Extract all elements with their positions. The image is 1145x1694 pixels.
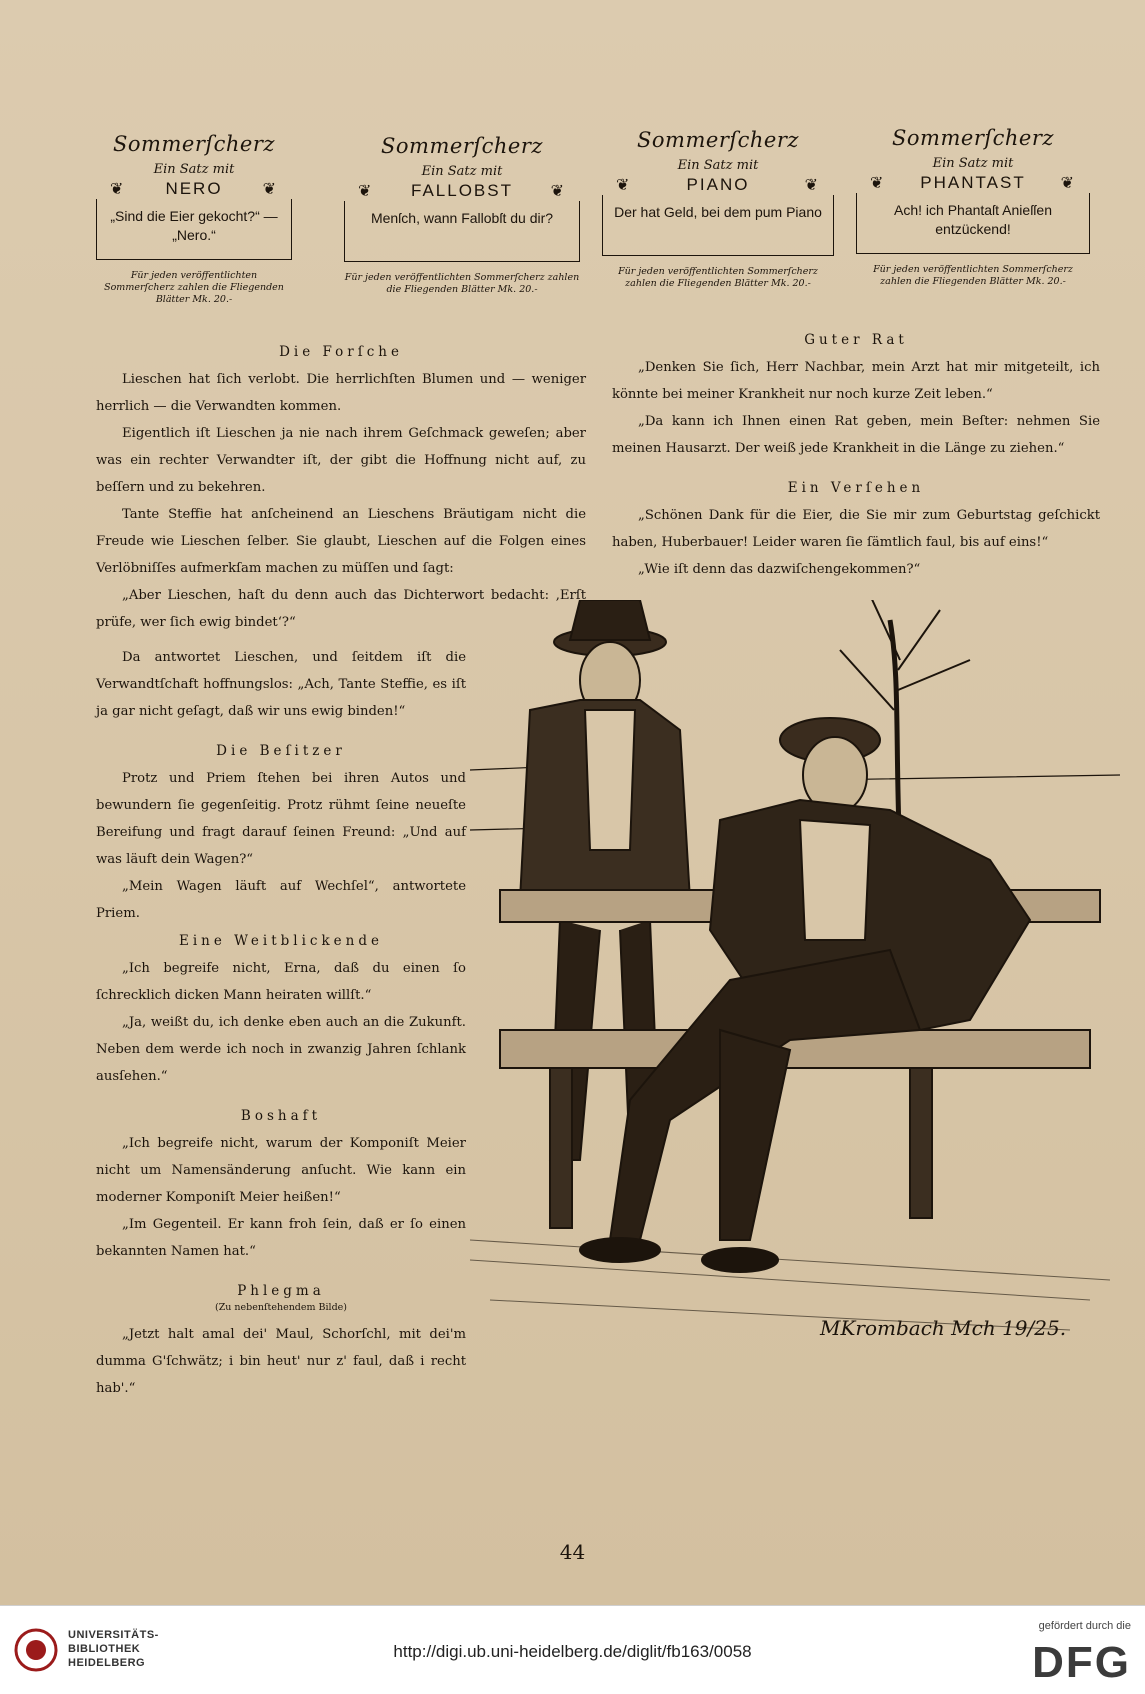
fleuron-icon: ❦	[1060, 175, 1076, 192]
paragraph: „Mein Wagen läuft auf Wechſel“, antwortete Priem.	[96, 879, 466, 921]
fleuron-icon: ❦	[870, 175, 886, 192]
paragraph: Lieschen hat ſich verlobt. Die herrlichſten Blumen und — weniger herrlich — die Verwandten kommen.	[96, 372, 586, 414]
heading-eine-weitblickende: Eine Weitblickende	[179, 933, 383, 949]
paragraph: Da antwortet Lieschen, und ſeitdem iſt die Verwandtſchaft hoffnungslos: „Ach, Tante Steffie, es iſt ja gar nicht geſagt, daß wir uns ewig binden!“	[96, 650, 466, 719]
paragraph: „Ich begreife nicht, warum der Komponiſt Meier nicht um Namensänderung anſucht. Wie kann ein moderner Komponiſt Meier heißen!“	[96, 1136, 466, 1205]
scherz-title: Sommerſcherz	[381, 134, 543, 158]
paragraph: „Denken Sie ſich, Herr Nachbar, mein Arzt hat mir mitgeteilt, ich könnte bei meiner Krankheit nur noch kurze Zeit leben.“	[612, 360, 1100, 402]
paragraph: „Aber Lieschen, haſt du denn auch das Dichterwort bedacht: ‚Erſt prüfe, wer ſich ewig bindet‘?“	[96, 588, 586, 630]
paragraph: Protz und Priem ſtehen bei ihren Autos und bewundern ſie gegenſeitig. Protz rühmt ſeine neueſte Bereifung und fragt darauf ſeinen Freund: „Und auf was läuft dein Wagen?“	[96, 771, 466, 867]
heading-die-forsche: Die Forſche	[279, 344, 403, 360]
left-column	[96, 338, 586, 636]
scherz-word: FALLOBST	[411, 181, 513, 200]
right-column	[612, 326, 1100, 583]
paragraph: Tante Steffie hat anſcheinend an Lieschens Bräutigam nicht die Freude wie Lieschen ſelber. Sie glaubt, Lieschen auf die Folgen eines Verlöbniſſes aufmerkſam machen zu müſſen und ſagt:	[96, 507, 586, 576]
scherz-box: „Sind die Eier gekocht?“ — „Nero.“	[96, 199, 292, 260]
scherz-prize: Für jeden veröffentlichten Sommerſcherz zahlen die Fliegenden Blätter Mk. 20.-	[104, 270, 284, 305]
fleuron-icon: ❦	[262, 181, 278, 198]
paragraph: „Ich begreife nicht, Erna, daß du einen ſo ſchrecklich dicken Mann heiraten willſt.“	[96, 961, 466, 1003]
paragraph: „Ja, weißt du, ich denke eben auch an die Zukunft. Neben dem werde ich noch in zwanzig Jahren ſchlank ausſehen.“	[96, 1015, 466, 1084]
left-column-narrow	[96, 644, 466, 1402]
paragraph: „Im Gegenteil. Er kann froh ſein, daß er ſo einen bekannten Namen hat.“	[96, 1217, 466, 1259]
scherz-box: Ach! ich Phantaſt Anieſſen entzückend!	[856, 193, 1090, 254]
page-number: 44	[559, 1540, 586, 1564]
scherz-word: PIANO	[686, 175, 750, 194]
paragraph: „Schönen Dank für die Eier, die Sie mir zum Geburtstag geſchickt haben, Huberbauer! Leider waren ſie ſämtlich faul, bis auf eins!“	[612, 508, 1100, 550]
dfg-logo: DFG	[1032, 1638, 1131, 1687]
sommerscherz-nero	[96, 132, 292, 306]
fleuron-icon: ❦	[804, 177, 820, 194]
fleuron-icon: ❦	[110, 181, 126, 198]
paragraph: „Da kann ich Ihnen einen Rat geben, mein Beſter: nehmen Sie meinen Hausarzt. Der weiß jede Krankheit in die Länge zu ziehen.“	[612, 414, 1100, 456]
digitization-footer	[0, 1605, 1145, 1694]
scherz-title: Sommerſcherz	[892, 126, 1054, 150]
fleuron-icon: ❦	[616, 177, 632, 194]
sommerscherz-piano	[602, 128, 834, 290]
illustration-note: (Zu nebenſtehendem Bilde)	[214, 1302, 348, 1313]
scherz-prize: Für jeden veröffentlichten Sommerſcherz zahlen die Fliegenden Blätter Mk. 20.-	[344, 272, 580, 295]
fleuron-icon: ❦	[358, 183, 374, 200]
paragraph: „Jetzt halt amal dei' Maul, Schorſchl, mit dei'm dumma G'ſchwätz; i bin heut' nur z' faul, daß i recht hab'.“	[96, 1327, 466, 1396]
illustration-two-men-on-bench	[470, 600, 1120, 1360]
library-name: UNIVERSITÄTS- BIBLIOTHEK HEIDELBERG	[68, 1629, 159, 1669]
scherz-subtitle: Ein Satz mit	[153, 162, 235, 177]
artist-signature: MKrombach Mch 19/25.	[820, 1316, 1067, 1340]
heading-die-besitzer: Die Beſitzer	[216, 743, 346, 759]
scherz-word: NERO	[165, 179, 223, 198]
scherz-word: PHANTAST	[920, 173, 1026, 192]
scherz-box: Menſch, wann Fallobſt du dir?	[344, 201, 580, 262]
scherz-box: Der hat Geld, bei dem pum Piano	[602, 195, 834, 256]
scherz-prize: Für jeden veröffentlichten Sommerſcherz zahlen die Fliegenden Blätter Mk. 20.-	[873, 264, 1073, 287]
scherz-title: Sommerſcherz	[113, 132, 275, 156]
scherz-subtitle: Ein Satz mit	[421, 164, 503, 179]
funding-label: gefördert durch die	[1038, 1620, 1131, 1632]
heading-phlegma: Phlegma	[237, 1283, 325, 1299]
heading-guter-rat: Guter Rat	[804, 332, 908, 348]
sommerscherz-fallobst	[344, 134, 580, 296]
heading-ein-versehen: Ein Verſehen	[787, 480, 925, 496]
paragraph: Eigentlich iſt Lieschen ja nie nach ihrem Geſchmack geweſen; aber was ein rechter Verwandter iſt, der gibt die Hoffnung nicht auf, zu beſſern und zu bekehren.	[96, 426, 586, 495]
fleuron-icon: ❦	[550, 183, 566, 200]
paragraph: „Wie iſt denn das dazwiſchengekommen?“	[638, 562, 921, 577]
sommerscherz-phantast	[856, 126, 1090, 288]
scherz-title: Sommerſcherz	[637, 128, 799, 152]
scherz-subtitle: Ein Satz mit	[677, 158, 759, 173]
scherz-prize: Für jeden veröffentlichten Sommerſcherz zahlen die Fliegenden Blätter Mk. 20.-	[618, 266, 818, 289]
heading-boshaft: Boshaft	[240, 1108, 322, 1124]
scherz-subtitle: Ein Satz mit	[932, 156, 1014, 171]
source-url[interactable]: http://digi.ub.uni-heidelberg.de/diglit/fb163/0058	[393, 1642, 752, 1661]
